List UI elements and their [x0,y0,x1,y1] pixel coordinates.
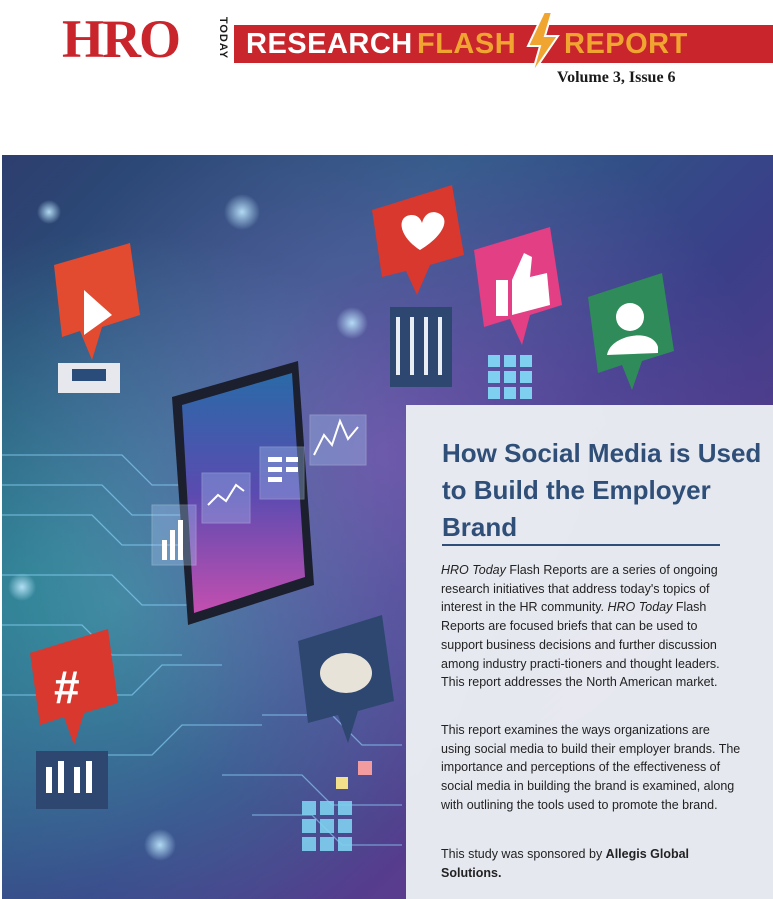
logo-hro: HRO [62,9,180,69]
banner-flash: FLASH [417,28,517,60]
report-header [0,0,773,155]
issue-number: Volume 3, Issue 6 [557,69,676,86]
svg-text:#: # [54,661,80,713]
title-divider [442,544,720,546]
report-title: How Social Media is Used to Build the Employer Brand [442,438,762,542]
sponsor-name: Allegis Global Solutions. [441,847,690,880]
intro-panel [406,405,773,899]
lightning-bolt-icon [522,12,562,74]
research-flash-banner [234,25,773,63]
sponsor-paragraph: This study was sponsored by Allegis Global Solutions. [441,847,690,880]
scope-paragraph: This report examines the ways organizations are using social media to build their employer brands. The importance and perceptions of the effectiveness of social media in building the brand is examined, along with outlining the tools used to promote the brand. [441,723,741,812]
logo-today: TODAY [217,16,230,60]
banner-research: RESEARCH [246,28,413,60]
banner-report: REPORT [564,28,688,60]
intro-paragraph: HRO Today Flash Reports are a series of ongoing research initiatives that address today's topics of interest in the HR community. HRO Today Flash Reports are focused briefs that can be used to support business decisions and further discussion among industry practi-tioners and thought leaders. This report addresses the North American market. [441,563,720,690]
